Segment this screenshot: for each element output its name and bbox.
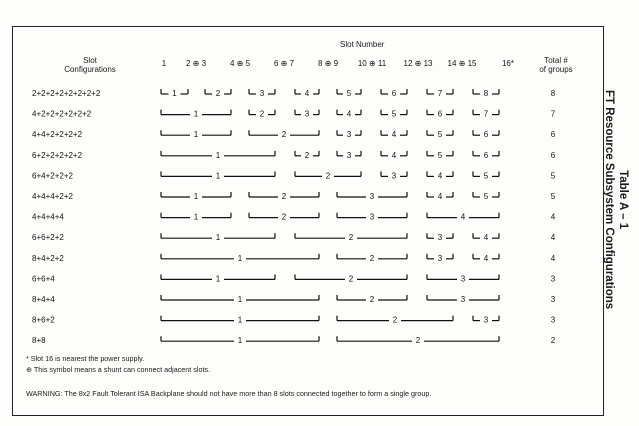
slot-label-1: 1 — [161, 59, 167, 68]
group-number-label: 4 — [391, 150, 397, 160]
row-total-value: 6 — [550, 150, 556, 160]
group-number-label: 2 — [281, 192, 287, 201]
group-number-label: 4 — [437, 171, 443, 181]
row-total-value: 4 — [550, 212, 556, 222]
group-number-label: 3 — [259, 89, 265, 98]
total-groups-heading: Total # of groups — [539, 56, 573, 74]
group-number-label: 5 — [346, 89, 352, 98]
group-number-label: 7 — [437, 89, 443, 98]
footnote-slot16: * Slot 16 is nearest the power supply. — [26, 354, 145, 363]
group-number-label: 2 — [281, 130, 287, 140]
group-number-label: 3 — [346, 130, 352, 140]
group-number-label: 1 — [237, 315, 243, 325]
group-number-label: 2 — [369, 295, 375, 304]
group-number-label: 3 — [437, 233, 443, 243]
group-number-label: 1 — [193, 192, 199, 201]
row-total-value: 4 — [550, 253, 556, 263]
group-number-label: 1 — [237, 295, 243, 304]
table-number: Table A – 1 — [617, 170, 629, 230]
group-number-label: 1 — [193, 212, 199, 222]
group-number-label: 5 — [437, 150, 443, 160]
group-number-label: 2 — [415, 336, 421, 346]
group-number-label: 1 — [237, 253, 243, 263]
row-config-label: 8+4+4 — [32, 295, 55, 304]
group-number-label: 3 — [460, 295, 466, 304]
group-number-label: 6 — [483, 130, 489, 140]
group-number-label: 2 — [348, 274, 354, 284]
group-number-label: 2 — [304, 150, 310, 160]
group-number-label: 4 — [346, 109, 352, 119]
group-number-label: 6 — [391, 89, 397, 98]
group-number-label: 3 — [391, 171, 397, 181]
row-total-value: 8 — [550, 89, 556, 98]
group-number-label: 1 — [193, 109, 199, 119]
slot-label-5: 8 ⊕ 9 — [317, 59, 339, 68]
row-config-label: 6+4+2+2+2 — [32, 171, 73, 181]
group-number-label: 2 — [281, 212, 287, 222]
group-number-label: 3 — [437, 253, 443, 263]
group-number-label: 3 — [483, 315, 489, 325]
slot-label-2: 2 ⊕ 3 — [185, 59, 207, 68]
group-number-label: 2 — [369, 253, 375, 263]
row-total-value: 6 — [550, 130, 556, 140]
group-number-label: 2 — [392, 315, 398, 325]
row-config-label: 4+2+2+2+2+2+2 — [32, 109, 92, 119]
group-number-label: 4 — [483, 233, 489, 243]
group-number-label: 4 — [483, 253, 489, 263]
group-number-label: 3 — [346, 150, 352, 160]
group-number-label: 1 — [193, 130, 199, 140]
group-number-label: 1 — [215, 274, 221, 284]
group-number-label: 2 — [325, 171, 331, 181]
row-config-label: 6+6+2+2 — [32, 233, 64, 243]
group-number-label: 1 — [237, 336, 243, 346]
group-number-label: 5 — [483, 192, 489, 201]
row-config-label: 4+4+4+2+2 — [32, 192, 73, 201]
group-number-label: 7 — [483, 109, 489, 119]
group-number-label: 1 — [215, 233, 221, 243]
row-config-label: 8+6+2 — [32, 315, 55, 325]
side-title — [602, 90, 630, 309]
row-config-label: 4+4+2+2+2+2 — [32, 130, 83, 140]
group-number-label: 1 — [172, 89, 177, 98]
group-number-label: 3 — [369, 212, 375, 222]
slot-label-7: 12 ⊕ 13 — [403, 59, 433, 68]
row-config-label: 4+4+4+4 — [32, 212, 64, 222]
row-config-label: 2+2+2+2+2+2+2+2 — [32, 89, 101, 98]
group-number-label: 3 — [304, 109, 310, 119]
slot-label-3: 4 ⊕ 5 — [229, 59, 251, 68]
group-number-label: 2 — [348, 233, 354, 243]
group-number-label: 4 — [437, 192, 443, 201]
slot-label-6: 10 ⊕ 11 — [357, 59, 387, 68]
group-number-label: 5 — [391, 109, 397, 119]
row-config-label: 8+8 — [32, 336, 46, 346]
row-total-value: 3 — [550, 295, 556, 304]
group-number-label: 6 — [483, 150, 489, 160]
group-number-label: 2 — [215, 89, 221, 98]
group-number-label: 5 — [437, 130, 443, 140]
warning-note: WARNING: The 8x2 Fault Tolerant ISA Backplane should not have more than 8 slots connected together to form a single group. — [26, 389, 432, 398]
group-number-label: 1 — [215, 150, 221, 160]
group-number-label: 4 — [391, 130, 397, 140]
slot-configurations-heading: Slot Configurations — [64, 56, 116, 74]
row-total-value: 7 — [550, 109, 556, 119]
row-total-value: 4 — [550, 233, 556, 243]
row-total-value: 5 — [550, 171, 556, 181]
group-number-label: 1 — [215, 171, 221, 181]
slot-label-9: 16* — [501, 59, 515, 68]
footnote-shunt-symbol: ⊕ This symbol means a shunt can connect adjacent slots. — [26, 365, 211, 374]
group-number-label: 2 — [259, 109, 265, 119]
row-config-label: 8+4+2+2 — [32, 253, 64, 263]
group-number-label: 6 — [437, 109, 443, 119]
row-total-value: 5 — [550, 192, 556, 201]
row-total-value: 3 — [550, 274, 556, 284]
table-title: FT Resource Subsystem Configurations — [603, 90, 615, 310]
row-config-label: 6+6+4 — [32, 274, 55, 284]
group-number-label: 8 — [483, 89, 489, 98]
slot-label-4: 6 ⊕ 7 — [273, 59, 295, 68]
group-number-label: 3 — [369, 192, 375, 201]
slot-label-8: 14 ⊕ 15 — [447, 59, 477, 68]
row-total-value: 3 — [550, 315, 556, 325]
row-config-label: 6+2+2+2+2+2 — [32, 150, 83, 160]
group-number-label: 5 — [483, 171, 489, 181]
group-number-label: 4 — [460, 212, 466, 222]
slot-number-heading: Slot Number — [340, 40, 385, 49]
row-total-value: 2 — [550, 336, 556, 346]
group-number-label: 4 — [304, 89, 310, 98]
group-number-label: 3 — [460, 274, 466, 284]
